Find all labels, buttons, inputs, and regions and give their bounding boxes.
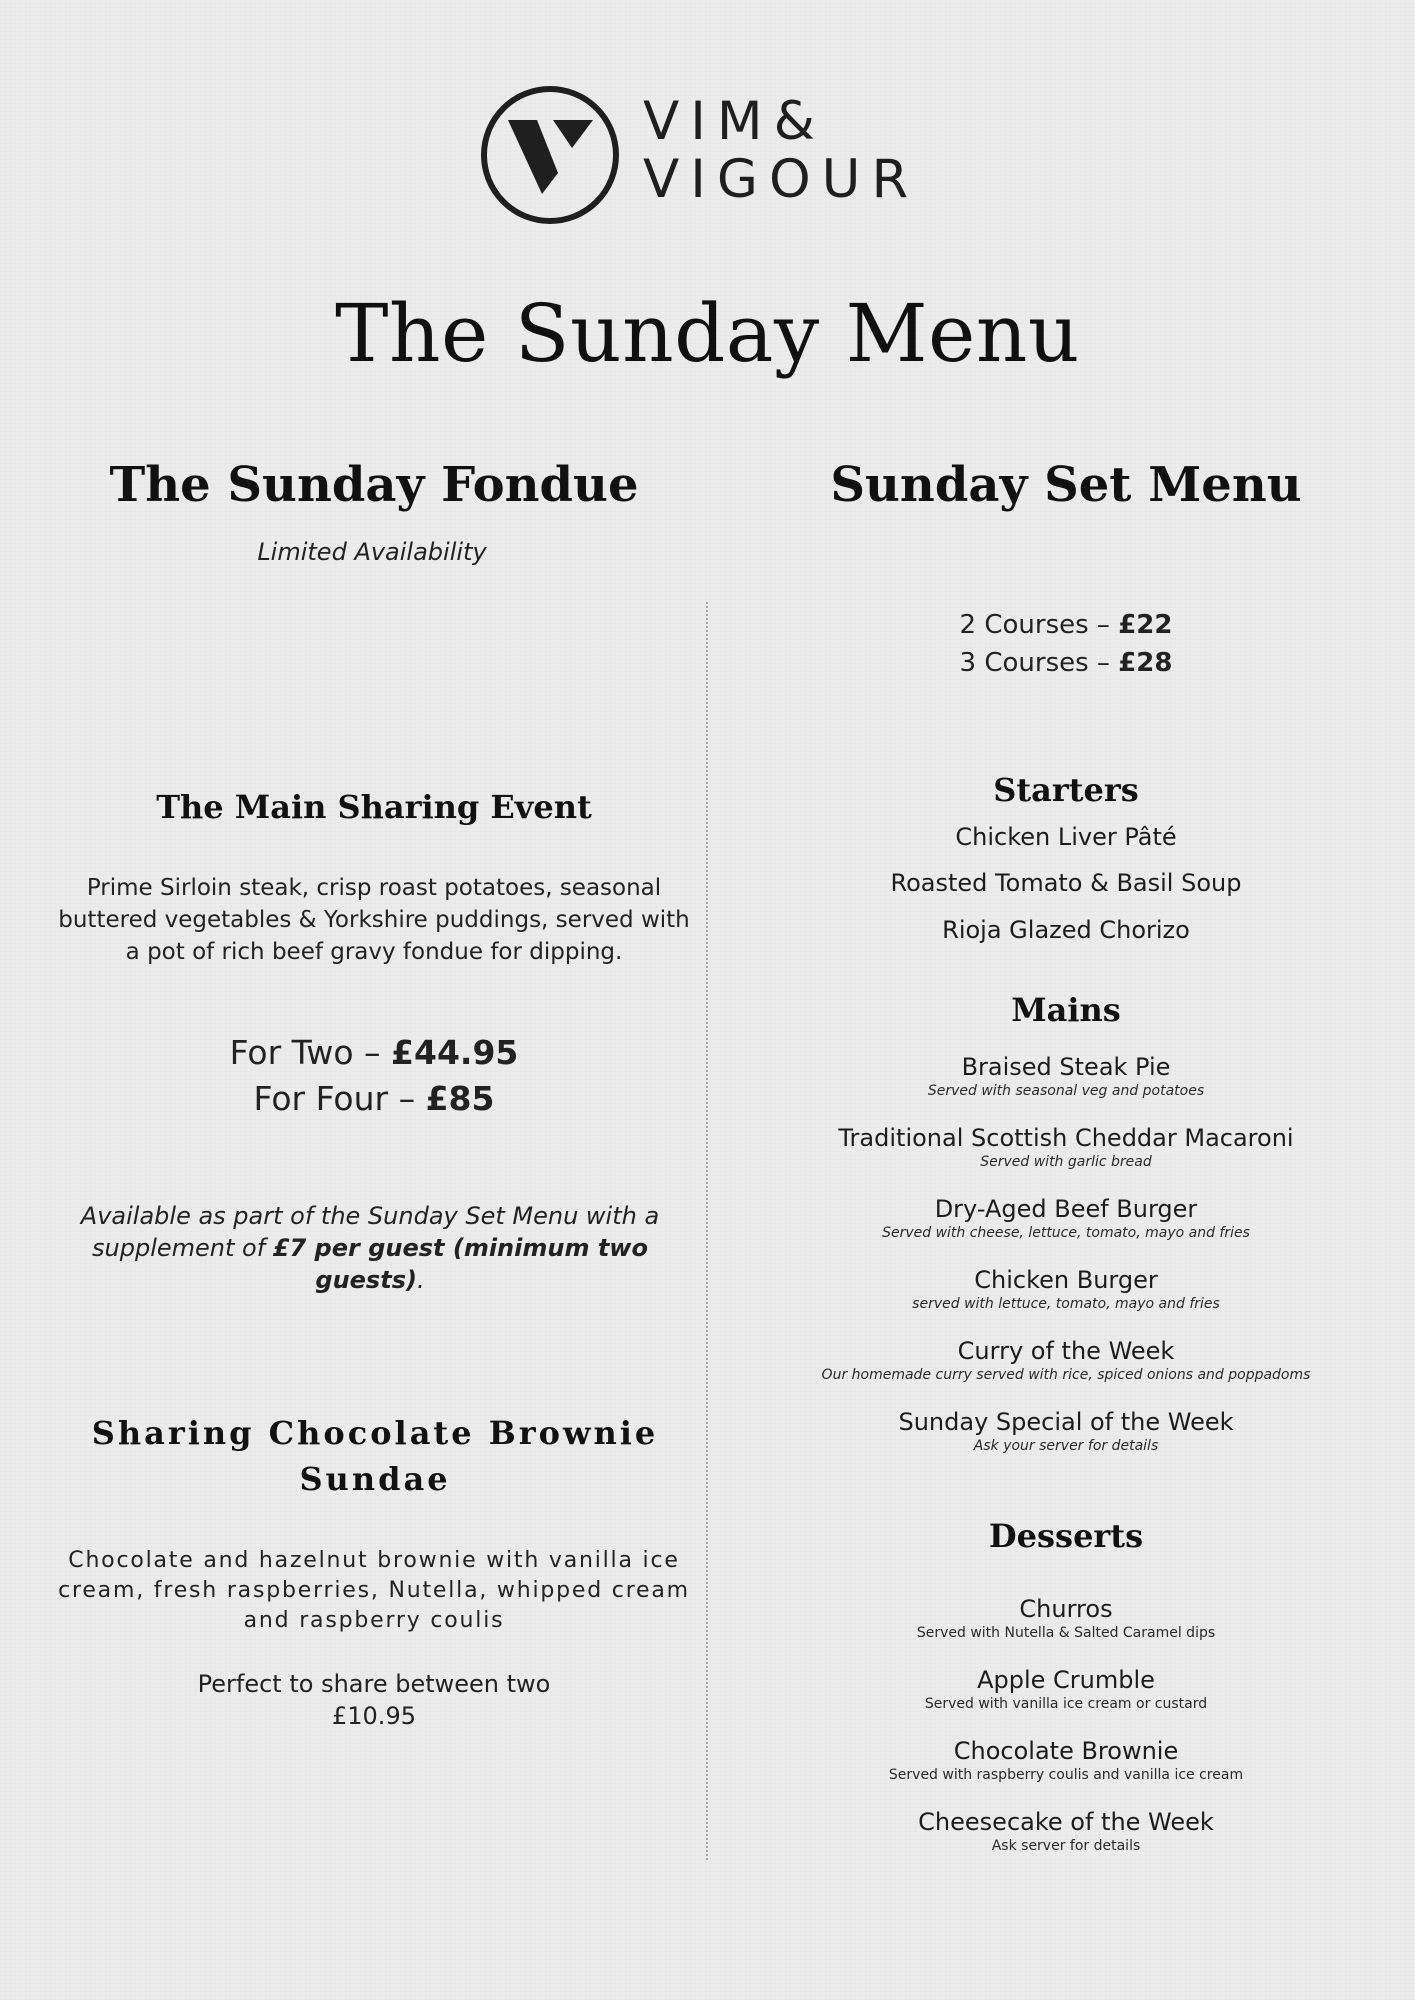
dessert-item <box>745 1665 1387 1713</box>
brownie-price: £10.95 <box>332 1702 416 1730</box>
main-description: Served with cheese, lettuce, tomato, mayo and fries <box>882 1225 1250 1241</box>
two-courses-label: 2 Courses – <box>959 610 1119 640</box>
two-courses-price <box>745 606 1387 644</box>
main-name: Braised Steak Pie <box>961 1053 1171 1081</box>
brownie-share-note: Perfect to share between two <box>197 1670 551 1698</box>
fondue-availability: Limited Availability <box>257 538 487 566</box>
brownie-sundae-description: Chocolate and hazelnut brownie with vanilla ice cream, fresh raspberries, Nutella, whipped cream and raspberry coulis <box>58 1548 690 1633</box>
brand-name <box>643 93 919 209</box>
main-description: Our homemade curry served with rice, spiced onions and poppadoms <box>821 1367 1311 1383</box>
fondue-price-for-two <box>48 1030 700 1076</box>
starter-name: Roasted Tomato & Basil Soup <box>890 869 1242 897</box>
fondue-price-for-two-value: £44.95 <box>391 1033 519 1072</box>
brownie-sundae-title: Sharing Chocolate Brownie Sundae <box>91 1414 659 1498</box>
main-description: served with lettuce, tomato, mayo and fries <box>912 1296 1220 1312</box>
main-item <box>745 1407 1387 1455</box>
dessert-description: Ask server for details <box>991 1838 1141 1854</box>
dessert-item <box>745 1594 1387 1642</box>
starters-heading: Starters <box>993 771 1139 809</box>
main-description: Ask your server for details <box>973 1438 1159 1454</box>
starter-name: Chicken Liver Pâté <box>955 823 1177 851</box>
starter-item <box>745 822 1387 852</box>
main-item <box>745 1194 1387 1242</box>
dessert-name: Chocolate Brownie <box>953 1737 1179 1765</box>
mains-heading: Mains <box>1011 991 1121 1029</box>
main-sharing-event-title: The Main Sharing Event <box>156 788 592 826</box>
main-name: Curry of the Week <box>957 1337 1175 1365</box>
three-courses-price <box>745 644 1387 682</box>
three-courses-value: £28 <box>1118 648 1173 678</box>
set-menu-supplement-note-suffix: . <box>416 1266 425 1294</box>
column-divider <box>706 602 708 1860</box>
main-item <box>745 1336 1387 1384</box>
brand-name-line-2: VIGOUR <box>643 149 920 210</box>
set-menu-supplement-note-prefix: Available as part of the Sunday Set Menu with a supplement of <box>80 1202 660 1262</box>
dessert-description: Served with vanilla ice cream or custard <box>924 1696 1208 1712</box>
fondue-price-for-two-label: For Two – <box>229 1033 392 1072</box>
main-sharing-event-description: Prime Sirloin steak, crisp roast potatoes, seasonal buttered vegetables & Yorkshire puddings, served with a pot of rich beef gravy fondue for dipping. <box>58 875 690 965</box>
dessert-item <box>745 1807 1387 1855</box>
dessert-name: Cheesecake of the Week <box>918 1808 1214 1836</box>
main-name: Chicken Burger <box>974 1266 1158 1294</box>
starter-name: Rioja Glazed Chorizo <box>942 916 1190 944</box>
dessert-item <box>745 1736 1387 1784</box>
set-menu-title: Sunday Set Menu <box>830 457 1302 513</box>
starter-item <box>745 915 1387 945</box>
starter-item <box>745 868 1387 898</box>
main-item <box>745 1052 1387 1100</box>
fondue-price-for-four-label: For Four – <box>253 1079 426 1118</box>
fondue-price-for-four-value: £85 <box>425 1079 495 1118</box>
dessert-name: Churros <box>1019 1595 1113 1623</box>
dessert-description: Served with Nutella & Salted Caramel dips <box>916 1625 1216 1641</box>
page-title: The Sunday Menu <box>335 287 1080 380</box>
dessert-description: Served with raspberry coulis and vanilla ice cream <box>888 1767 1244 1783</box>
desserts-heading: Desserts <box>988 1517 1144 1555</box>
v-monogram-circle-icon <box>480 85 620 225</box>
brand-logo <box>480 85 950 225</box>
brand-name-line-1: VIM& <box>643 91 826 152</box>
set-menu-supplement-note-bold: £7 per guest (minimum two guests) <box>272 1234 648 1294</box>
two-courses-value: £22 <box>1118 610 1173 640</box>
set-menu-supplement-note <box>70 1200 670 1296</box>
main-description: Served with garlic bread <box>980 1154 1152 1170</box>
dessert-name: Apple Crumble <box>977 1666 1155 1694</box>
main-name: Traditional Scottish Cheddar Macaroni <box>838 1124 1294 1152</box>
fondue-price-for-four <box>48 1076 700 1122</box>
main-item <box>745 1123 1387 1171</box>
three-courses-label: 3 Courses – <box>959 648 1119 678</box>
fondue-title: The Sunday Fondue <box>109 457 639 513</box>
main-name: Dry-Aged Beef Burger <box>934 1195 1198 1223</box>
main-name: Sunday Special of the Week <box>898 1408 1234 1436</box>
main-item <box>745 1265 1387 1313</box>
main-description: Served with seasonal veg and potatoes <box>927 1083 1205 1099</box>
